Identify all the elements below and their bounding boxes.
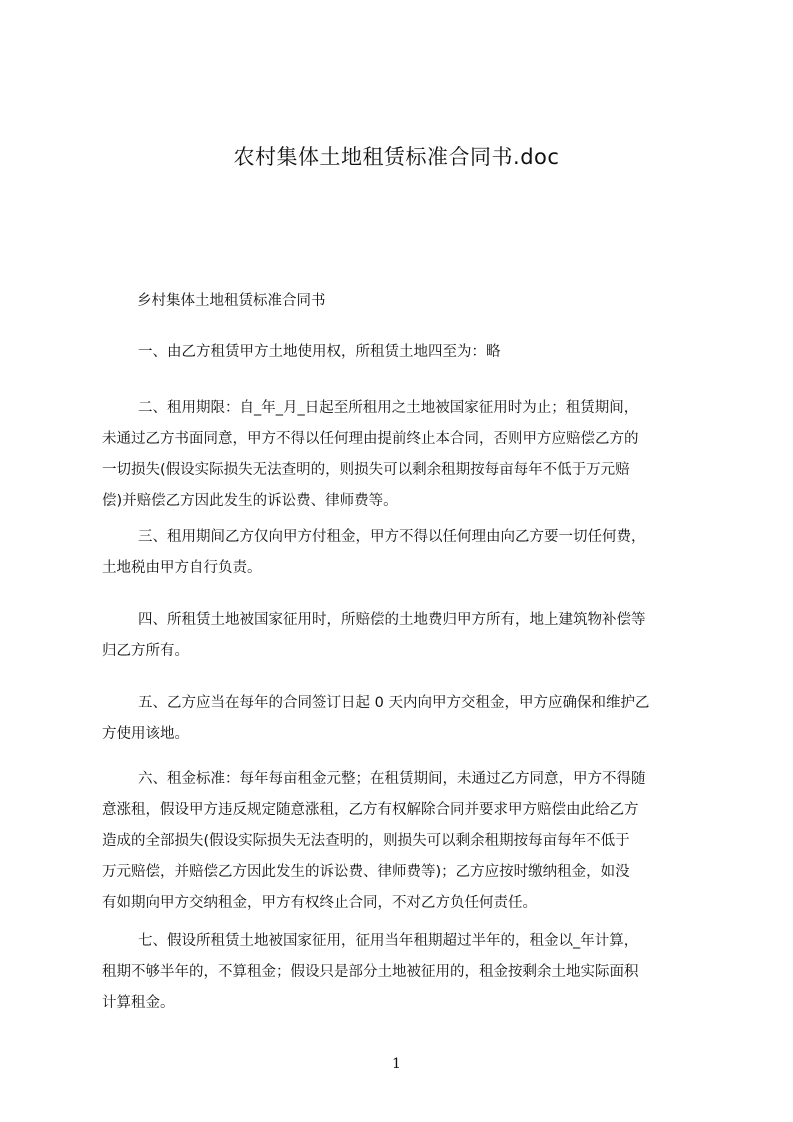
clause-line: 五、乙方应当在每年的合同签订日起 0 天内向甲方交租金，甲方应确保和维护乙 (138, 695, 650, 711)
clause-line: 造成的全部损失(假设实际损失无法查明的，则损失可以剩余租期按每亩每年不低于 (102, 833, 630, 849)
clause-line: 有如期向甲方交纳租金，甲方有权终止合同，不对乙方负任何责任。 (102, 895, 537, 911)
document-title: 农村集体土地租赁标准合同书.doc (233, 145, 560, 169)
contract-clause (102, 337, 702, 368)
contract-clause (102, 764, 702, 919)
clause-line: 六、租金标准：每年每亩租金元整；在租赁期间，未通过乙方同意，甲方不得随 (138, 771, 646, 787)
page-number: 1 (392, 1056, 401, 1072)
clause-line: 一、由乙方租赁甲方土地使用权，所租赁土地四至为：略 (138, 344, 501, 360)
clause-line: 方使用该地。 (102, 726, 189, 742)
clause-line: 土地税由甲方自行负责。 (102, 560, 262, 576)
contract-clause (102, 393, 702, 517)
clause-line: 未通过乙方书面同意，甲方不得以任何理由提前终止本合同，否则甲方应赔偿乙方的 (102, 431, 639, 447)
clause-line: 二、租用期限：自_年_月_日起至所租用之土地被国家征用时为止；租赁期间， (138, 400, 639, 416)
contract-clause (102, 926, 702, 1019)
document-subtitle: 乡村集体土地租赁标准合同书 (137, 293, 326, 309)
clause-line: 意涨租，假设甲方违反规定随意涨租，乙方有权解除合同并要求甲方赔偿由此给乙方 (102, 802, 639, 818)
clause-line: 四、所租赁土地被国家征用时，所赔偿的土地费归甲方所有，地上建筑物补偿等 (138, 612, 646, 628)
clause-line: 一切损失(假设实际损失无法查明的，则损失可以剩余租期按每亩每年不低于万元赔 (102, 462, 630, 478)
contract-clause (102, 522, 702, 584)
clause-line: 三、租用期间乙方仅向甲方付租金，甲方不得以任何理由向乙方要一切任何费， (138, 529, 646, 545)
contract-clause (102, 605, 702, 667)
clause-line: 租期不够半年的，不算租金；假设只是部分土地被征用的，租金按剩余土地实际面积 (102, 964, 639, 980)
clause-line: 计算租金。 (102, 995, 175, 1011)
clause-line: 万元赔偿，并赔偿乙方因此发生的诉讼费、律师费等)；乙方应按时缴纳租金，如没 (102, 864, 630, 880)
clause-line: 七、假设所租赁土地被国家征用，征用当年租期超过半年的，租金以_年计算， (138, 933, 639, 949)
clause-line: 归乙方所有。 (102, 643, 189, 659)
clause-line: 偿)并赔偿乙方因此发生的诉讼费、律师费等。 (102, 493, 398, 509)
contract-clause (102, 688, 702, 750)
